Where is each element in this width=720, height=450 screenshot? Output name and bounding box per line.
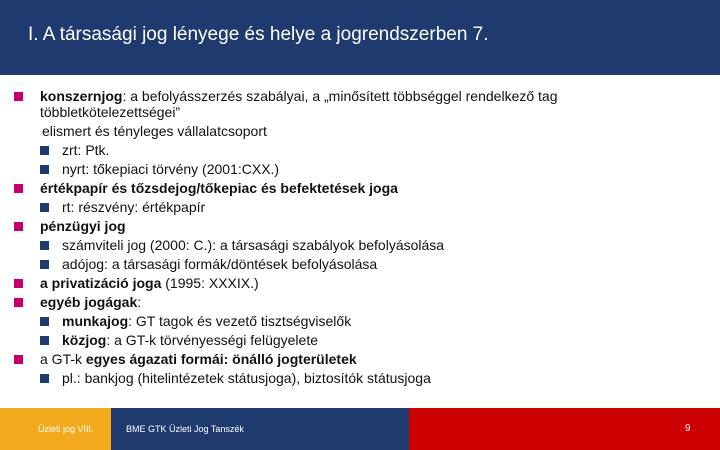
sub-bullet-line <box>62 142 109 158</box>
line-text: : a GT-k törvényességi felügyelete <box>106 332 319 348</box>
bullet-marker <box>14 298 23 307</box>
bullet-marker <box>14 222 23 231</box>
line-emphasis: közjog <box>62 332 107 348</box>
line-text: többletkötelezettségei” <box>40 104 181 120</box>
footer-middle-block <box>111 408 409 450</box>
sub-bullet-marker <box>40 165 49 174</box>
line-emphasis: értékpapír és tőzsdejog/tőkepiac és befektetések joga <box>40 180 398 196</box>
bullet-line <box>40 351 357 367</box>
footer-department-label: BME GTK Üzleti Jog Tanszék <box>126 424 244 434</box>
sub-bullet-marker <box>40 336 49 345</box>
line-emphasis: pénzügyi jog <box>40 218 126 234</box>
sub-bullet-line <box>62 161 279 177</box>
sub-bullet-marker <box>40 374 49 383</box>
line-prefix: a GT-k <box>40 351 86 367</box>
line-text: : a befolyásszerzés szabályai, a „minősített többséggel rendelkező tag <box>122 88 558 104</box>
footer <box>0 408 720 450</box>
title-bar <box>0 0 720 75</box>
line-emphasis: munkajog <box>62 313 129 329</box>
bullet-line <box>40 180 398 196</box>
bullet-marker <box>14 355 23 364</box>
bullet-marker <box>14 92 23 101</box>
sub-bullet-marker <box>40 260 49 269</box>
footer-right-block <box>409 408 720 450</box>
line-text: : GT tagok és vezető tisztségviselők <box>128 313 352 329</box>
bullet-line <box>40 218 126 234</box>
line-text: rt: részvény: értékpapír <box>62 199 206 215</box>
sub-bullet-marker <box>40 146 49 155</box>
sub-bullet-line <box>62 313 351 329</box>
bullet-line <box>40 275 259 291</box>
sub-bullet-line <box>62 237 444 253</box>
continuation-line <box>42 123 267 139</box>
line-emphasis: egyes ágazati formái: önálló jogterületek <box>85 351 357 367</box>
footer-left-block <box>0 408 111 450</box>
bullet-marker <box>14 184 23 193</box>
sub-bullet-marker <box>40 203 49 212</box>
bullet-line <box>40 88 558 104</box>
bullet-line <box>40 294 141 310</box>
bullet-marker <box>14 279 23 288</box>
footer-course-label: Üzleti jog VIII. <box>38 424 94 434</box>
sub-bullet-line <box>62 370 431 386</box>
line-text: (1995: XXXIX.) <box>161 275 259 291</box>
page-number: 9 <box>685 423 691 434</box>
line-emphasis: konszernjog <box>40 88 123 104</box>
line-text: : <box>137 294 142 310</box>
sub-bullet-line <box>62 256 377 272</box>
slide-title: I. A társasági jog lényege és helye a jogrendszerben 7. <box>28 24 489 45</box>
sub-bullet-marker <box>40 241 49 250</box>
continuation-line <box>40 104 180 120</box>
line-text: nyrt: tőkepiaci törvény (2001:CXX.) <box>62 161 280 177</box>
line-text: adójog: a társasági formák/döntések befolyásolása <box>62 256 378 272</box>
sub-bullet-marker <box>40 317 49 326</box>
line-text: számviteli jog (2000: C.): a társasági szabályok befolyásolása <box>62 237 445 253</box>
line-text: zrt: Ptk. <box>62 142 110 158</box>
line-text: pl.: bankjog (hitelintézetek státusjoga), biztosítók státusjoga <box>62 370 431 386</box>
line-emphasis: a privatizáció joga <box>40 275 162 291</box>
sub-bullet-line <box>62 199 205 215</box>
sub-bullet-line <box>62 332 318 348</box>
line-text: elismert és tényleges vállalatcsoport <box>42 123 267 139</box>
line-emphasis: egyéb jogágak <box>40 294 138 310</box>
